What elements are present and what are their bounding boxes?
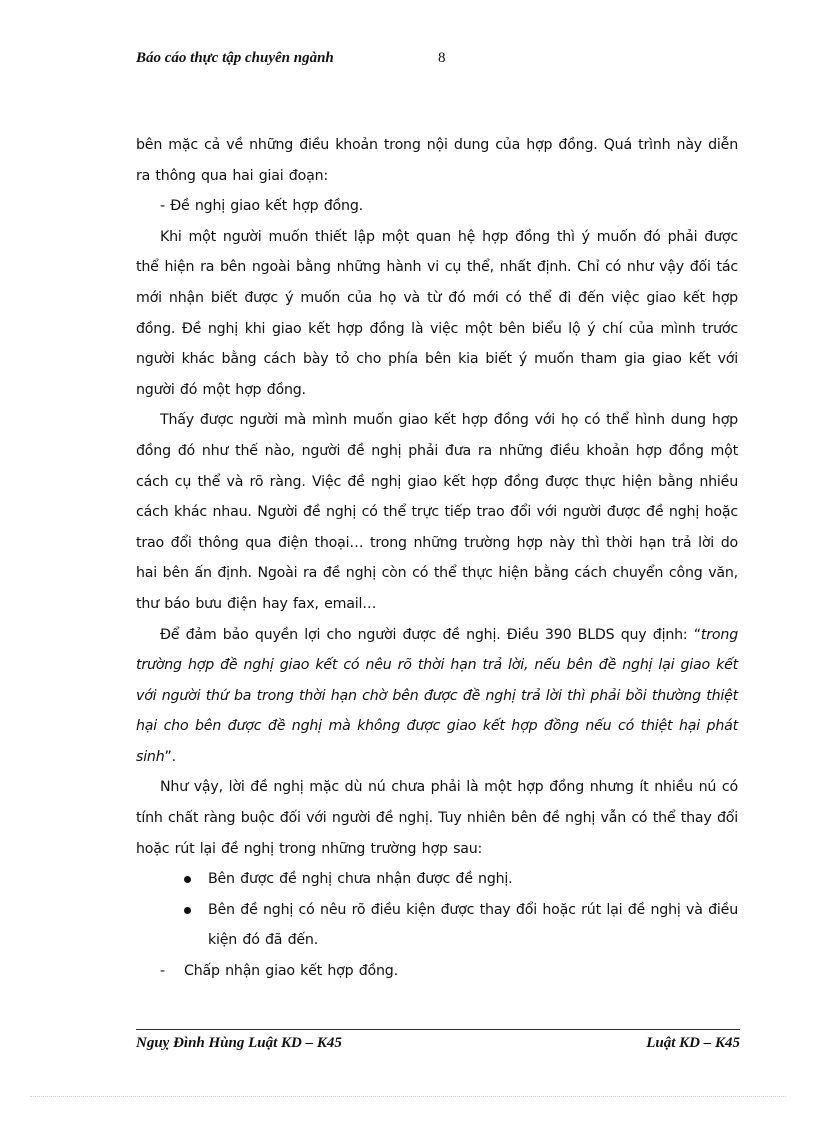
footer-divider	[136, 1029, 740, 1030]
dash-item	[136, 956, 738, 987]
paragraph-1: bên mặc cả về những điều khoản trong nội dung của hợp đồng. Quá trình này diễn ra thông qua hai giai đoạn:	[136, 137, 738, 184]
page-header	[136, 50, 736, 70]
bullet-list	[136, 864, 738, 956]
page-footer	[136, 1035, 740, 1057]
paragraph-3: Khi một người muốn thiết lập một quan hệ hợp đồng thì ý muốn đó phải được thể hiện ra bên ngoài bằng những hành vi cụ thể, nhất định. Chỉ có như vậy đối tác mới nhận biết được ý muốn của họ và từ đó mới có thể đi đến việc giao kết hợp đồng. Đề nghị khi giao kết hợp đồng là việc một bên biểu lộ ý chí của mình trước người khác bằng cách bày tỏ cho phía bên kia biết ý muốn tham gia giao kết với người đó một hợp đồng.	[136, 228, 738, 398]
list-item-text: Bên đề nghị có nêu rõ điều kiện được thay đổi hoặc rút lại đề nghị và điều kiện đó đã đến.	[208, 901, 738, 949]
bullet-dot-icon	[184, 876, 191, 883]
paragraph-5	[136, 620, 738, 773]
dash-marker: -	[160, 963, 165, 980]
list-item	[136, 895, 738, 956]
list-item	[136, 864, 738, 895]
paragraph-5-tail: ”.	[164, 748, 176, 765]
body-text	[136, 130, 738, 987]
list-item-text: Bên được đề nghị chưa nhận được đề nghị.	[208, 871, 513, 888]
page-number: 8	[438, 50, 446, 66]
paragraph-4: Thấy được người mà mình muốn giao kết hợp đồng với họ có thể hình dung hợp đồng đó như thế nào, người đề nghị phải đưa ra những điều khoản hợp đồng một cách cụ thể và rõ ràng. Việc đề nghị giao kết hợp đồng được thực hiện bằng nhiều cách khác nhau. Người đề nghị có thể trực tiếp trao đổi với người được đề nghị hoặc trao đổi thông qua điện thoại… trong những trường hợp này thì thời hạn trả lời do hai bên ấn định. Ngoài ra đề nghị còn có thể thực hiện bằng cách chuyển công văn, thư báo bưu điện hay fax, email…	[136, 412, 738, 612]
dash-item-text: Chấp nhận giao kết hợp đồng.	[184, 963, 398, 980]
page-bottom-divider	[30, 1096, 786, 1097]
paragraph-5-lead: Để đảm bảo quyền lợi cho người được đề nghị. Điều 390 BLDS quy định: “	[160, 626, 701, 643]
footer-author: Nguỵ Đình Hùng Luật KD – K45	[136, 1035, 342, 1051]
paragraph-6: Như vậy, lời đề nghị mặc dù nú chưa phải là một hợp đồng nhưng ít nhiều nú có tính chất ràng buộc đối với người đề nghị. Tuy nhiên bên đề nghị vẫn có thể thay đổi hoặc rút lại đề nghị trong những trường hợp sau:	[136, 779, 738, 857]
footer-course: Luật KD – K45	[646, 1035, 740, 1051]
bullet-dot-icon	[184, 907, 191, 914]
paragraph-2: - Đề nghị giao kết hợp đồng.	[160, 198, 363, 215]
legal-quote: trong trường hợp đề nghị giao kết có nêu rõ thời hạn trả lời, nếu bên đề nghị lại giao kết với người thứ ba trong thời hạn chờ bên được đề nghị trả lời thì phải bồi thường thiệt hại cho bên được đề nghị mà không được giao kết hợp đồng nếu có thiệt hại phát sinh	[136, 626, 738, 765]
report-title: Báo cáo thực tập chuyên ngành	[136, 50, 334, 66]
